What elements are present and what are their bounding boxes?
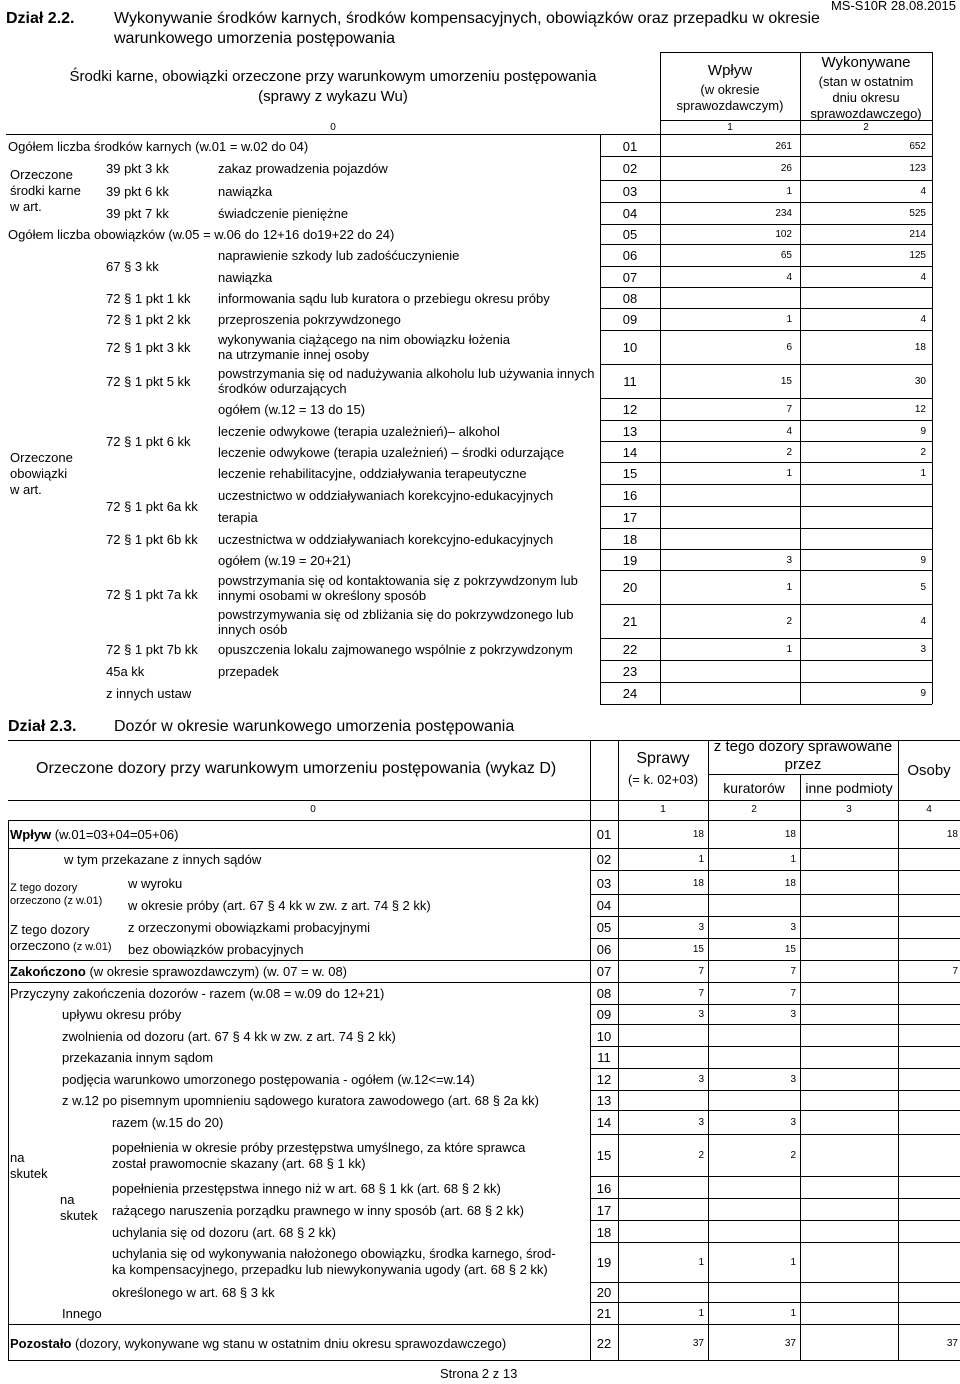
cell-value: 37 bbox=[946, 1338, 958, 1349]
header-wykonywane-sub: (stan w ostatnim bbox=[818, 74, 914, 89]
row-article: 72 § 1 pkt 6a kk bbox=[106, 499, 198, 514]
row-label: bez obowiązków probacyjnych bbox=[128, 942, 304, 957]
cell-value: 125 bbox=[909, 250, 926, 261]
section-title: Dozór w okresie warunkowego umorzenia postępowania bbox=[114, 718, 515, 735]
row-number: 19 bbox=[622, 553, 638, 568]
group-label: obowiązki bbox=[10, 466, 68, 481]
cell-value: 2 bbox=[786, 616, 792, 627]
cell-value: 1 bbox=[790, 1257, 796, 1268]
cell-value: 3 bbox=[790, 1117, 796, 1128]
cell-value: 2 bbox=[920, 447, 926, 458]
row-article: 39 pkt 6 kk bbox=[106, 184, 169, 199]
row-label-cont: ka kompensacyjnego, przepadku lub niewykonywania ugody (art. 68 § 2 kk) bbox=[112, 1262, 548, 1277]
row-number: 24 bbox=[622, 686, 638, 701]
row-desc-cont: innych osób bbox=[218, 622, 288, 637]
header-inne-podmioty: inne podmioty bbox=[805, 780, 893, 796]
group-label: orzeczono (z w.01) bbox=[10, 895, 103, 907]
row-label: w wyroku bbox=[128, 876, 183, 891]
row-article: 67 § 3 kk bbox=[106, 259, 159, 274]
row-number: 03 bbox=[596, 876, 612, 891]
section-title-cont: warunkowego umorzenia postępowania bbox=[114, 30, 396, 47]
cell-value: 4 bbox=[920, 616, 926, 627]
group-label: Orzeczone bbox=[10, 167, 73, 182]
group-label: na bbox=[60, 1192, 75, 1207]
row-number: 17 bbox=[622, 510, 638, 525]
header-wplyw-sub: (w okresie bbox=[700, 82, 760, 97]
cell-value: 1 bbox=[698, 854, 704, 865]
cell-value: 4 bbox=[920, 186, 926, 197]
row-desc: leczenie odwykowe (terapia uzależnień)– alkohol bbox=[218, 424, 500, 439]
row-desc-cont: innymi osobami w określony sposób bbox=[218, 588, 427, 603]
col-number: 0 bbox=[310, 804, 316, 815]
row-number: 06 bbox=[596, 942, 612, 957]
row-article: z innych ustaw bbox=[106, 686, 192, 701]
group-label: Orzeczone bbox=[10, 450, 73, 465]
cell-value: 3 bbox=[790, 1074, 796, 1085]
cell-value: 1 bbox=[786, 582, 792, 593]
cell-value: 9 bbox=[920, 426, 926, 437]
col-number: 1 bbox=[727, 122, 733, 133]
section-number: Dział 2.3. bbox=[8, 718, 77, 735]
row-article: 39 pkt 7 kk bbox=[106, 206, 169, 221]
row-label: określonego w art. 68 § 3 kk bbox=[112, 1285, 275, 1300]
row-label: Ogółem liczba obowiązków (w.05 = w.06 do 12+16 do19+22 do 24) bbox=[8, 227, 395, 242]
cell-value: 18 bbox=[946, 829, 958, 840]
row-number: 09 bbox=[622, 312, 638, 327]
row-desc: zakaz prowadzenia pojazdów bbox=[218, 161, 388, 176]
group-label: na bbox=[10, 1150, 25, 1165]
cell-value: 7 bbox=[698, 966, 704, 977]
header-wykonywane-sub3: sprawozdawczego) bbox=[810, 106, 922, 121]
row-number: 23 bbox=[622, 664, 638, 679]
cell-value: 3 bbox=[698, 1074, 704, 1085]
row-number: 08 bbox=[596, 986, 612, 1001]
row-number: 18 bbox=[622, 532, 638, 547]
group-label: skutek bbox=[10, 1166, 48, 1181]
header-wykonywane-sub2: dniu okresu bbox=[832, 90, 900, 105]
row-number: 20 bbox=[622, 580, 638, 595]
cell-value: 18 bbox=[914, 342, 926, 353]
cell-value: 7 bbox=[790, 988, 796, 999]
cell-value: 18 bbox=[692, 878, 704, 889]
cell-value: 1 bbox=[698, 1308, 704, 1319]
cell-value: 6 bbox=[786, 342, 792, 353]
row-label-rest: (w okresie sprawozdawczym) (w. 07 = w. 08) bbox=[85, 964, 348, 979]
cell-value: 1 bbox=[786, 468, 792, 479]
section-number: Dział 2.2. bbox=[6, 10, 75, 27]
cell-value: 15 bbox=[784, 944, 796, 955]
row-label: przekazania innym sądom bbox=[62, 1050, 214, 1065]
cell-value: 214 bbox=[909, 229, 926, 240]
row-label: w okresie próby (art. 67 § 4 kk w zw. z art. 74 § 2 kk) bbox=[128, 898, 431, 913]
row-desc: uczestnictwo w oddziaływaniach korekcyjno-edukacyjnych bbox=[218, 488, 554, 503]
row-label: z orzeczonymi obowiązkami probacyjnymi bbox=[128, 920, 371, 935]
cell-value: 261 bbox=[775, 141, 792, 152]
row-number: 07 bbox=[622, 270, 638, 285]
row-desc-cont: środków odurzających bbox=[218, 381, 347, 396]
row-article: 72 § 1 pkt 6b kk bbox=[106, 532, 198, 547]
row-label bbox=[10, 964, 347, 979]
col-number: 0 bbox=[330, 122, 336, 133]
row-number: 01 bbox=[622, 139, 638, 154]
row-number: 21 bbox=[622, 614, 638, 629]
row-number: 15 bbox=[596, 1148, 612, 1163]
group-label: Z tego dozory bbox=[10, 922, 90, 937]
row-number: 05 bbox=[622, 227, 638, 242]
cell-value: 652 bbox=[909, 141, 926, 152]
row-label-cont: został prawomocnie skazany (art. 68 § 1 kk) bbox=[112, 1156, 366, 1171]
cell-value: 4 bbox=[920, 314, 926, 325]
table-1-desc-header-sub: (sprawy z wykazu Wu) bbox=[258, 88, 408, 105]
cell-value: 37 bbox=[784, 1338, 796, 1349]
row-label-bold: Zakończono bbox=[10, 964, 86, 979]
row-number: 15 bbox=[622, 466, 638, 481]
cell-value: 1 bbox=[786, 644, 792, 655]
cell-value: 18 bbox=[784, 829, 796, 840]
cell-value: 12 bbox=[914, 404, 926, 415]
row-label: podjęcia warunkowo umorzonego postępowania - ogółem (w.12<=w.14) bbox=[62, 1072, 475, 1087]
cell-value: 1 bbox=[790, 1308, 796, 1319]
cell-value: 15 bbox=[780, 376, 792, 387]
cell-value: 234 bbox=[775, 208, 792, 219]
cell-value: 4 bbox=[786, 272, 792, 283]
row-number: 09 bbox=[596, 1007, 612, 1022]
row-desc: powstrzymania się od nadużywania alkoholu lub używania innych bbox=[218, 366, 595, 381]
row-label: Przyczyny zakończenia dozorów - razem (w.08 = w.09 do 12+21) bbox=[10, 986, 385, 1001]
header-z-tego: z tego dozory sprawowane bbox=[713, 738, 893, 755]
section-title: Wykonywanie środków karnych, środków kompensacyjnych, obowiązków oraz przepadku w okresie bbox=[114, 10, 820, 27]
table-1-desc-header: Środki karne, obowiązki orzeczone przy warunkowym umorzeniu postępowania bbox=[69, 68, 597, 85]
row-number: 11 bbox=[597, 1050, 611, 1065]
cell-value: 7 bbox=[786, 404, 792, 415]
row-desc: ogółem (w.19 = 20+21) bbox=[218, 553, 351, 568]
col-number: 3 bbox=[846, 804, 852, 815]
row-number: 02 bbox=[596, 852, 612, 867]
row-desc: nawiązka bbox=[218, 184, 273, 199]
row-number: 22 bbox=[596, 1336, 612, 1351]
cell-value: 7 bbox=[952, 966, 958, 977]
row-number: 20 bbox=[596, 1285, 612, 1300]
cell-value: 525 bbox=[909, 208, 926, 219]
page-footer: Strona 2 z 13 bbox=[440, 1366, 518, 1381]
cell-value: 9 bbox=[920, 555, 926, 566]
cell-value: 65 bbox=[780, 250, 792, 261]
cell-value: 26 bbox=[780, 163, 792, 174]
row-number: 08 bbox=[622, 291, 638, 306]
group-label: w art. bbox=[10, 482, 42, 497]
row-number: 04 bbox=[596, 898, 612, 913]
header-wplyw-sub2: sprawozdawczym) bbox=[676, 98, 784, 113]
row-label-bold: Wpływ bbox=[10, 827, 52, 842]
row-number: 17 bbox=[596, 1203, 612, 1218]
row-label bbox=[10, 827, 178, 842]
header-wplyw: Wpływ bbox=[707, 62, 753, 79]
row-desc: naprawienie szkody lub zadośćuczynienie bbox=[218, 248, 460, 263]
row-label: upływu okresu próby bbox=[62, 1007, 182, 1022]
cell-value: 3 bbox=[790, 1009, 796, 1020]
cell-value: 7 bbox=[698, 988, 704, 999]
document-code: MS-S10R 28.08.2015 bbox=[830, 0, 956, 13]
row-number: 16 bbox=[622, 488, 638, 503]
row-number: 12 bbox=[596, 1072, 612, 1087]
row-number: 22 bbox=[622, 642, 638, 657]
row-number: 07 bbox=[596, 964, 612, 979]
row-label-rest: (dozory, wykonywane wg stanu w ostatnim dniu okresu sprawozdawczego) bbox=[71, 1336, 507, 1351]
row-number: 21 bbox=[596, 1306, 612, 1321]
row-label-bold: Pozostało bbox=[10, 1336, 72, 1351]
group-label: Z tego dozory bbox=[10, 882, 78, 894]
header-kuratorow: kuratorów bbox=[723, 780, 785, 796]
row-label: uchylania się od dozoru (art. 68 § 2 kk) bbox=[112, 1225, 337, 1240]
row-number: 01 bbox=[596, 827, 612, 842]
group-label-part: orzeczono bbox=[10, 938, 70, 953]
row-number: 19 bbox=[596, 1255, 612, 1270]
cell-value: 4 bbox=[920, 272, 926, 283]
cell-value: 2 bbox=[698, 1150, 704, 1161]
cell-value: 3 bbox=[786, 555, 792, 566]
cell-value: 37 bbox=[692, 1338, 704, 1349]
row-article: 72 § 1 pkt 1 kk bbox=[106, 291, 191, 306]
cell-value: 2 bbox=[790, 1150, 796, 1161]
row-article: 72 § 1 pkt 6 kk bbox=[106, 434, 191, 449]
row-label: popełnienia w okresie próby przestępstwa umyślnego, za które sprawca bbox=[112, 1140, 526, 1155]
row-number: 10 bbox=[596, 1029, 612, 1044]
cell-value: 3 bbox=[698, 1117, 704, 1128]
row-desc: świadczenie pieniężne bbox=[218, 206, 349, 221]
group-label: środki karne bbox=[10, 183, 81, 198]
cell-value: 7 bbox=[790, 966, 796, 977]
cell-value: 4 bbox=[786, 426, 792, 437]
cell-value: 15 bbox=[692, 944, 704, 955]
cell-value: 2 bbox=[786, 447, 792, 458]
col-number: 4 bbox=[926, 804, 932, 815]
cell-value: 3 bbox=[698, 1009, 704, 1020]
row-number: 06 bbox=[622, 248, 638, 263]
col-number: 2 bbox=[751, 804, 757, 815]
row-desc: uczestnictwa w oddziaływaniach korekcyjno-edukacyjnych bbox=[218, 532, 554, 547]
header-wykonywane: Wykonywane bbox=[821, 54, 911, 71]
cell-value: 1 bbox=[786, 186, 792, 197]
row-number: 16 bbox=[596, 1181, 612, 1196]
row-article: 72 § 1 pkt 5 kk bbox=[106, 374, 191, 389]
group-label bbox=[10, 938, 112, 953]
cell-value: 102 bbox=[775, 229, 792, 240]
cell-value: 1 bbox=[786, 314, 792, 325]
cell-value: 3 bbox=[698, 922, 704, 933]
row-desc: terapia bbox=[218, 510, 258, 525]
row-desc: opuszczenia lokalu zajmowanego wspólnie z pokrzywdzonym bbox=[218, 642, 573, 657]
row-label: zwolnienia od dozoru (art. 67 § 4 kk w zw. z art. 74 § 2 kk) bbox=[62, 1029, 396, 1044]
header-z-tego-sub: przez bbox=[784, 756, 822, 773]
header-sprawy-sub: (= k. 02+03) bbox=[627, 772, 699, 787]
row-number: 11 bbox=[623, 374, 637, 389]
row-desc: ogółem (w.12 = 13 do 15) bbox=[218, 402, 366, 417]
row-article: 45a kk bbox=[106, 664, 145, 679]
cell-value: 18 bbox=[784, 878, 796, 889]
cell-value: 30 bbox=[914, 376, 926, 387]
row-number: 14 bbox=[596, 1115, 612, 1130]
row-desc: leczenie rehabilitacyjne, oddziaływania terapeutyczne bbox=[218, 466, 527, 481]
cell-value: 1 bbox=[698, 1257, 704, 1268]
cell-value: 3 bbox=[920, 644, 926, 655]
row-article: 72 § 1 pkt 3 kk bbox=[106, 340, 191, 355]
row-number: 10 bbox=[622, 340, 638, 355]
group-label: skutek bbox=[60, 1208, 98, 1223]
cell-value: 5 bbox=[920, 582, 926, 593]
row-label: popełnienia przestępstwa innego niż w art. 68 § 1 kk (art. 68 § 2 kk) bbox=[112, 1181, 501, 1196]
cell-value: 3 bbox=[790, 922, 796, 933]
row-number: 02 bbox=[622, 161, 638, 176]
row-article: 72 § 1 pkt 7a kk bbox=[106, 587, 198, 602]
row-label: z w.12 po pisemnym upomnieniu sądowego kuratora zawodowego (art. 68 § 2a kk) bbox=[62, 1093, 539, 1108]
header-sprawy: Sprawy bbox=[636, 750, 690, 767]
row-number: 05 bbox=[596, 920, 612, 935]
row-desc: nawiązka bbox=[218, 270, 273, 285]
row-number: 12 bbox=[622, 402, 638, 417]
row-label: Ogółem liczba środków karnych (w.01 = w.02 do 04) bbox=[8, 139, 309, 154]
row-label: w tym przekazane z innych sądów bbox=[64, 852, 262, 867]
row-label bbox=[10, 1336, 506, 1351]
cell-value: 123 bbox=[909, 163, 926, 174]
row-number: 14 bbox=[622, 445, 638, 460]
row-label: uchylania się od wykonywania nałożonego obowiązku, środka karnego, środ- bbox=[112, 1246, 556, 1261]
row-desc: wykonywania ciążącego na nim obowiązku łożenia bbox=[218, 332, 510, 347]
col-number: 2 bbox=[863, 122, 869, 133]
row-desc: informowania sądu lub kuratora o przebiegu okresu próby bbox=[218, 291, 550, 306]
row-label: razem (w.15 do 20) bbox=[112, 1115, 224, 1130]
row-desc: przepadek bbox=[218, 664, 279, 679]
row-article: 72 § 1 pkt 7b kk bbox=[106, 642, 198, 657]
group-label: w art. bbox=[10, 199, 42, 214]
cell-value: 9 bbox=[920, 688, 926, 699]
cell-value: 18 bbox=[692, 829, 704, 840]
table-2-desc-header: Orzeczone dozory przy warunkowym umorzeniu postępowania (wykaz D) bbox=[36, 760, 557, 777]
row-desc: powstrzymania się od kontaktowania się z pokrzywdzonym lub bbox=[218, 573, 578, 588]
row-number: 03 bbox=[622, 184, 638, 199]
row-desc: przeproszenia pokrzywdzonego bbox=[218, 312, 401, 327]
cell-value: 1 bbox=[790, 854, 796, 865]
row-label: rażącego naruszenia porządku prawnego w inny sposób (art. 68 § 2 kk) bbox=[112, 1203, 524, 1218]
row-article: 39 pkt 3 kk bbox=[106, 161, 169, 176]
row-desc: powstrzymywania się od zbliżania się do pokrzywdzonego lub bbox=[218, 607, 574, 622]
cell-value: 1 bbox=[920, 468, 926, 479]
row-number: 04 bbox=[622, 206, 638, 221]
row-desc-cont: na utrzymanie innej osoby bbox=[218, 347, 370, 362]
row-desc: leczenie odwykowe (terapia uzależnień) – środki odurzające bbox=[218, 445, 565, 460]
header-osoby: Osoby bbox=[907, 762, 951, 779]
group-label-part: (z w.01) bbox=[69, 941, 112, 953]
row-number: 13 bbox=[622, 424, 638, 439]
row-article: 72 § 1 pkt 2 kk bbox=[106, 312, 191, 327]
row-label: Innego bbox=[62, 1306, 102, 1321]
row-label-rest: (w.01=03+04=05+06) bbox=[51, 827, 179, 842]
col-number: 1 bbox=[660, 804, 666, 815]
row-number: 18 bbox=[596, 1225, 612, 1240]
row-number: 13 bbox=[596, 1093, 612, 1108]
